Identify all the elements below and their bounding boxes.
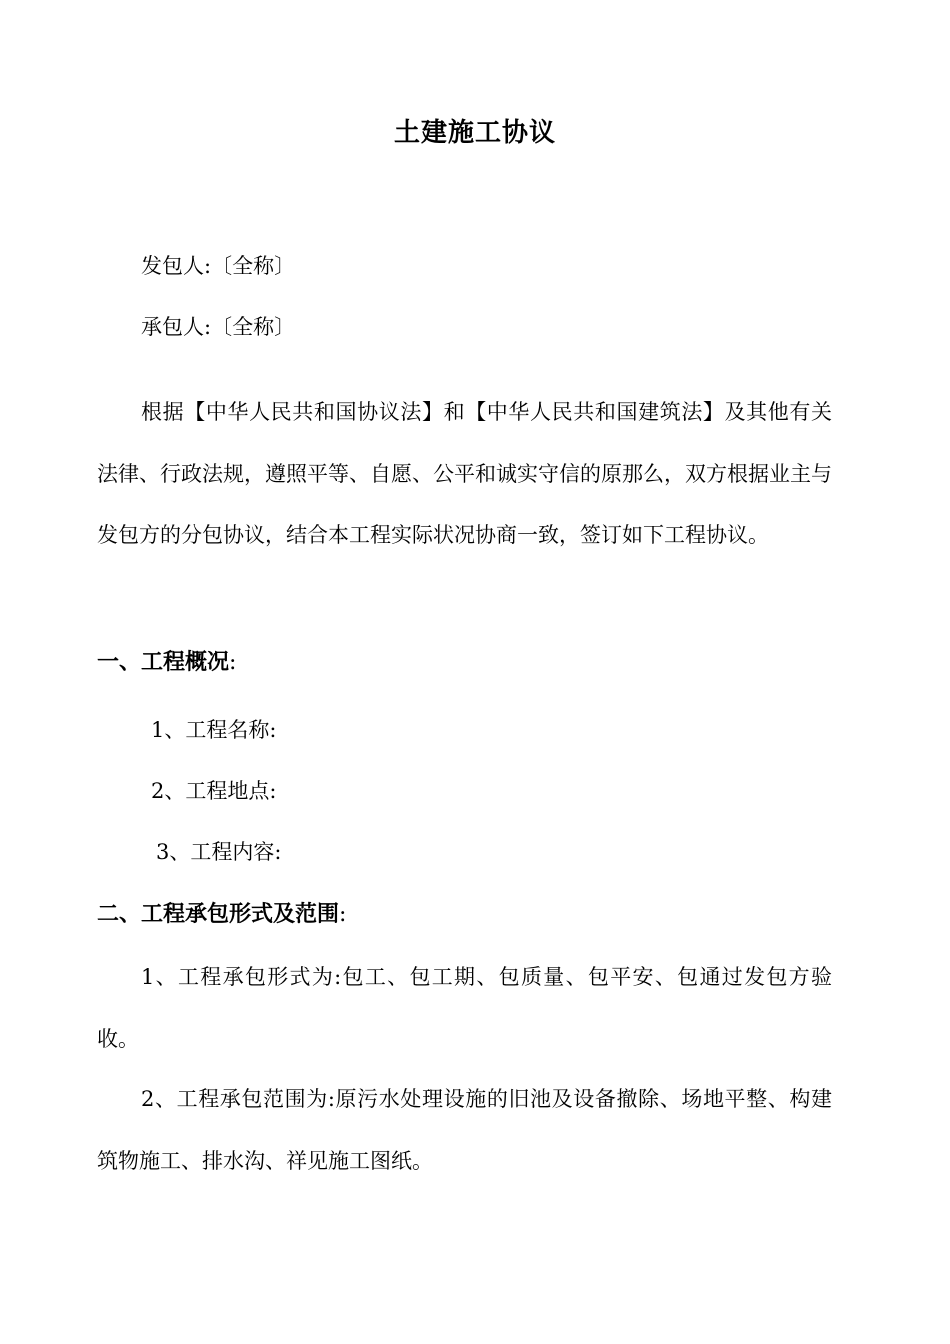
- section-2-heading-colon: :: [339, 902, 347, 927]
- section-1-item-project-name: 1、工程名称:: [151, 718, 277, 742]
- document-title: 土建施工协议: [393, 118, 556, 148]
- section-2-paragraph-contract-form: 1、工程承包形式为:包工、包工期、包质量、包平安、包通过发包方验收。: [97, 965, 832, 1051]
- section-2-paragraph-contract-scope: 2、工程承包范围为:原污水处理设施的旧池及设备撤除、场地平整、构建筑物施工、排水沟、祥见施工图纸。: [97, 1087, 832, 1173]
- section-1-heading-colon: :: [229, 650, 237, 675]
- section-2-heading-text: 二、工程承包形式及范围: [97, 902, 340, 927]
- contractor-line: 承包人:〔全称〕: [141, 315, 296, 339]
- section-1-heading: [97, 645, 236, 676]
- section-1-item-project-location: 2、工程地点:: [151, 779, 277, 803]
- employer-line: 发包人:〔全称〕: [141, 254, 296, 278]
- section-1-item-project-content: 3、工程内容:: [156, 840, 282, 864]
- preamble-paragraph: 根据【中华人民共和国协议法】和【中华人民共和国建筑法】及其他有关法律、行政法规，遵照平等、自愿、公平和诚实守信的原那么，双方根据业主与发包方的分包协议，结合本工程实际状况协商一致，签订如下工程协议。: [97, 400, 832, 547]
- section-1-heading-text: 一、工程概况: [97, 650, 230, 675]
- section-2-heading: [97, 897, 346, 928]
